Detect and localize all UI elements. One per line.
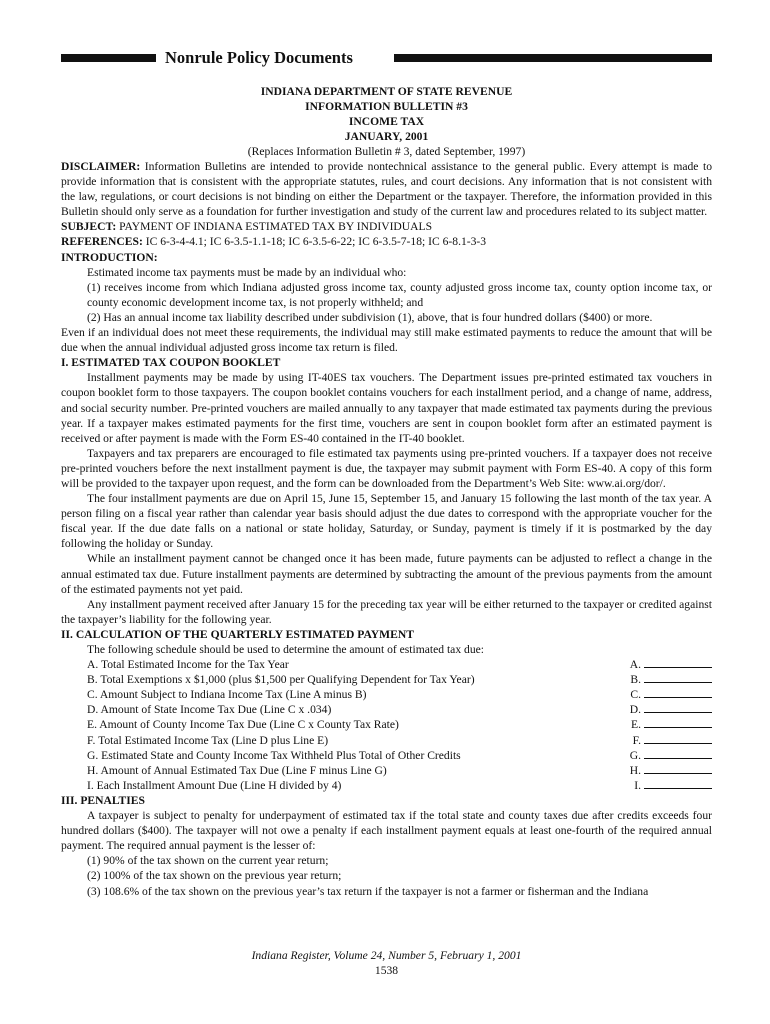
schedule-row — [87, 748, 712, 763]
schedule-answer-line — [644, 748, 712, 759]
schedule-row — [87, 717, 712, 732]
schedule-intro: The following schedule should be used to determine the amount of estimated tax due: — [87, 643, 484, 656]
footer-citation: Indiana Register, Volume 24, Number 5, February 1, 2001 — [251, 949, 522, 962]
schedule-answer-line — [644, 763, 712, 774]
section-3-heading: III. PENALTIES — [61, 793, 145, 807]
schedule-row-blank: C. — [630, 687, 712, 702]
schedule-row — [87, 778, 712, 793]
subject-label: SUBJECT: — [61, 220, 117, 234]
schedule-answer-line — [644, 702, 712, 713]
disclaimer-paragraph — [61, 159, 712, 219]
section-1-paragraph: Taxpayers and tax preparers are encouraged to file estimated tax payments using pre-printed vouchers. If a taxpayer does not receive pre-printed vouchers before the next installment payment is due, the taxpayer may submit payment with Form ES-40. A copy of this form will be provided to the taxpayer upon request, and the form can be downloaded from the Department’s Web Site: www.ai.org/dor/. — [61, 446, 712, 490]
section-1-paragraph: While an installment payment cannot be changed once it has been made, future payments can be adjusted to reflect a change in the annual estimated tax due. Future installment payments are determined by subtracting the amount of the previous payments from the amount of the estimated payments not yet paid. — [61, 552, 712, 596]
introduction-item-1: (1) receives income from which Indiana adjusted gross income tax, county adjusted gross income tax, county option income tax, or county economic development income tax, is not properly withheld; and — [87, 280, 712, 309]
bulletin-body — [61, 159, 712, 899]
schedule-row — [87, 687, 712, 702]
schedule-answer-line — [644, 778, 712, 789]
penalty-item-3: (3) 108.6% of the tax shown on the previous year’s tax return if the taxpayer is not a farmer or fisherman and the Indiana — [87, 884, 649, 898]
schedule-row-label: C. Amount Subject to Indiana Income Tax (Line A minus B) — [87, 688, 367, 702]
section-1-heading: I. ESTIMATED TAX COUPON BOOKLET — [61, 356, 281, 370]
schedule-row-blank: D. — [630, 702, 712, 717]
penalty-item-2: (2) 100% of the tax shown on the previous year return; — [87, 869, 342, 883]
section-2-heading: II. CALCULATION OF THE QUARTERLY ESTIMATED PAYMENT — [61, 627, 414, 641]
banner-title: Nonrule Policy Documents — [165, 48, 353, 67]
header-date: JANUARY, 2001 — [344, 130, 429, 144]
page-number: 1538 — [374, 964, 399, 977]
subject-text: PAYMENT OF INDIANA ESTIMATED TAX BY INDIVIDUALS — [116, 220, 433, 234]
schedule-answer-line — [644, 717, 712, 728]
schedule-row — [87, 672, 712, 687]
schedule-row-label: A. Total Estimated Income for the Tax Year — [87, 658, 289, 672]
schedule-answer-line — [644, 672, 712, 683]
introduction-item-2: (2) Has an annual income tax liability described under subdivision (1), above, that is four hundred dollars ($400) or more. — [87, 310, 653, 324]
schedule-row — [87, 657, 712, 672]
header-bulletin-number: INFORMATION BULLETIN #3 — [305, 100, 468, 114]
header-replaces-note: (Replaces Information Bulletin # 3, dated September, 1997) — [247, 145, 526, 159]
schedule-row-label: F. Total Estimated Income Tax (Line D plus Line E) — [87, 733, 329, 747]
schedule-row-label: B. Total Exemptions x $1,000 (plus $1,500 per Qualifying Dependent for Tax Year) — [87, 673, 475, 687]
references-text: IC 6-3-4-4.1; IC 6-3.5-1.1-18; IC 6-3.5-6-22; IC 6-3.5-7-18; IC 6-8.1-3-3 — [142, 235, 487, 249]
header-topic: INCOME TAX — [348, 115, 425, 129]
references-line — [61, 234, 712, 249]
schedule-row — [87, 763, 712, 778]
introduction-paragraph-2: Even if an individual does not meet these requirements, the individual may still make estimated payments to reduce the amount that will be due when the annual individual adjusted gross income tax return is filed. — [61, 326, 712, 355]
page-footer — [61, 948, 712, 978]
schedule-row-label: H. Amount of Annual Estimated Tax Due (Line F minus Line G) — [87, 763, 387, 777]
introduction-heading: INTRODUCTION: — [61, 250, 158, 264]
disclaimer-label: DISCLAIMER: — [61, 160, 141, 173]
section-banner — [61, 48, 712, 68]
bulletin-header — [61, 84, 712, 159]
schedule-row-blank: I. — [634, 778, 712, 793]
schedule-row-label: D. Amount of State Income Tax Due (Line C x .034) — [87, 703, 332, 717]
schedule-row — [87, 733, 712, 748]
schedule-row-blank: G. — [630, 748, 712, 763]
section-1-paragraph: The four installment payments are due on April 15, June 15, September 15, and January 15 following the last month of the tax year. A person filing on a fiscal year rather than calendar year basis should adjust the due dates to correspond with the appropriate voucher for the fiscal year. If the due date falls on a national or state holiday, Saturday, or Sunday, payment is timely if it is postmarked by the day following the holiday or Sunday. — [61, 492, 712, 551]
subject-line — [61, 219, 712, 234]
schedule-row-blank: F. — [633, 733, 712, 748]
banner-bar-left — [61, 54, 156, 62]
section-3-paragraph: A taxpayer is subject to penalty for underpayment of estimated tax if the total state and county taxes due after credits exceeds four hundred dollars ($400). The taxpayer will not owe a penalty if each installment payment equals at least one-fourth of the required annual payment. The required annual payment is the lesser of: — [61, 809, 712, 853]
banner-bar-right — [394, 54, 712, 62]
header-agency: INDIANA DEPARTMENT OF STATE REVENUE — [260, 85, 513, 98]
section-1-paragraph: Installment payments may be made by using IT-40ES tax vouchers. The Department issues pre-printed estimated tax vouchers in coupon booklet form to those taxpayers. The coupon booklet contains vouchers for each installment period, and a change of name, address, and social security number. Pre-printed vouchers are mailed annually to any taxpayer that made estimated tax payments during the previous year. If a taxpayer makes estimated payments for the first time, vouchers are sent in coupon booklet form after an estimated payment is received or after payment is made with the Form ES-40 contained in the IT-40 booklet. — [61, 371, 712, 445]
schedule-row-blank: E. — [631, 717, 712, 732]
schedule-row-blank: H. — [630, 763, 712, 778]
schedule-row — [87, 702, 712, 717]
penalty-item-1: (1) 90% of the tax shown on the current year return; — [87, 854, 329, 868]
schedule-answer-line — [644, 687, 712, 698]
schedule-answer-line — [644, 733, 712, 744]
schedule-answer-line — [644, 657, 712, 668]
schedule-row-label: G. Estimated State and County Income Tax Withheld Plus Total of Other Credits — [87, 748, 461, 762]
schedule-row-label: I. Each Installment Amount Due (Line H divided by 4) — [87, 778, 342, 792]
schedule-row-blank: A. — [630, 657, 712, 672]
introduction-paragraph: Estimated income tax payments must be made by an individual who: — [87, 265, 407, 279]
disclaimer-text: Information Bulletins are intended to provide nontechnical assistance to the general public. Every attempt is made to provide information that is consistent with the appropriate statutes, rules, and court decisions. Any information that is not consistent with the law, regulations, or court decisions is not binding on either the Department or the taxpayer. Therefore, the information provided in this Bulletin should only serve as a foundation for further investigation and study of the current law and procedures related to its subject matter. — [61, 160, 712, 219]
estimated-tax-schedule — [61, 642, 712, 793]
references-label: REFERENCES: — [61, 235, 143, 249]
schedule-row-label: E. Amount of County Income Tax Due (Line C x County Tax Rate) — [87, 718, 399, 732]
section-1-paragraph: Any installment payment received after January 15 for the preceding tax year will be either returned to the taxpayer or credited against the taxpayer’s liability for the following year. — [61, 597, 712, 626]
schedule-row-blank: B. — [630, 672, 712, 687]
